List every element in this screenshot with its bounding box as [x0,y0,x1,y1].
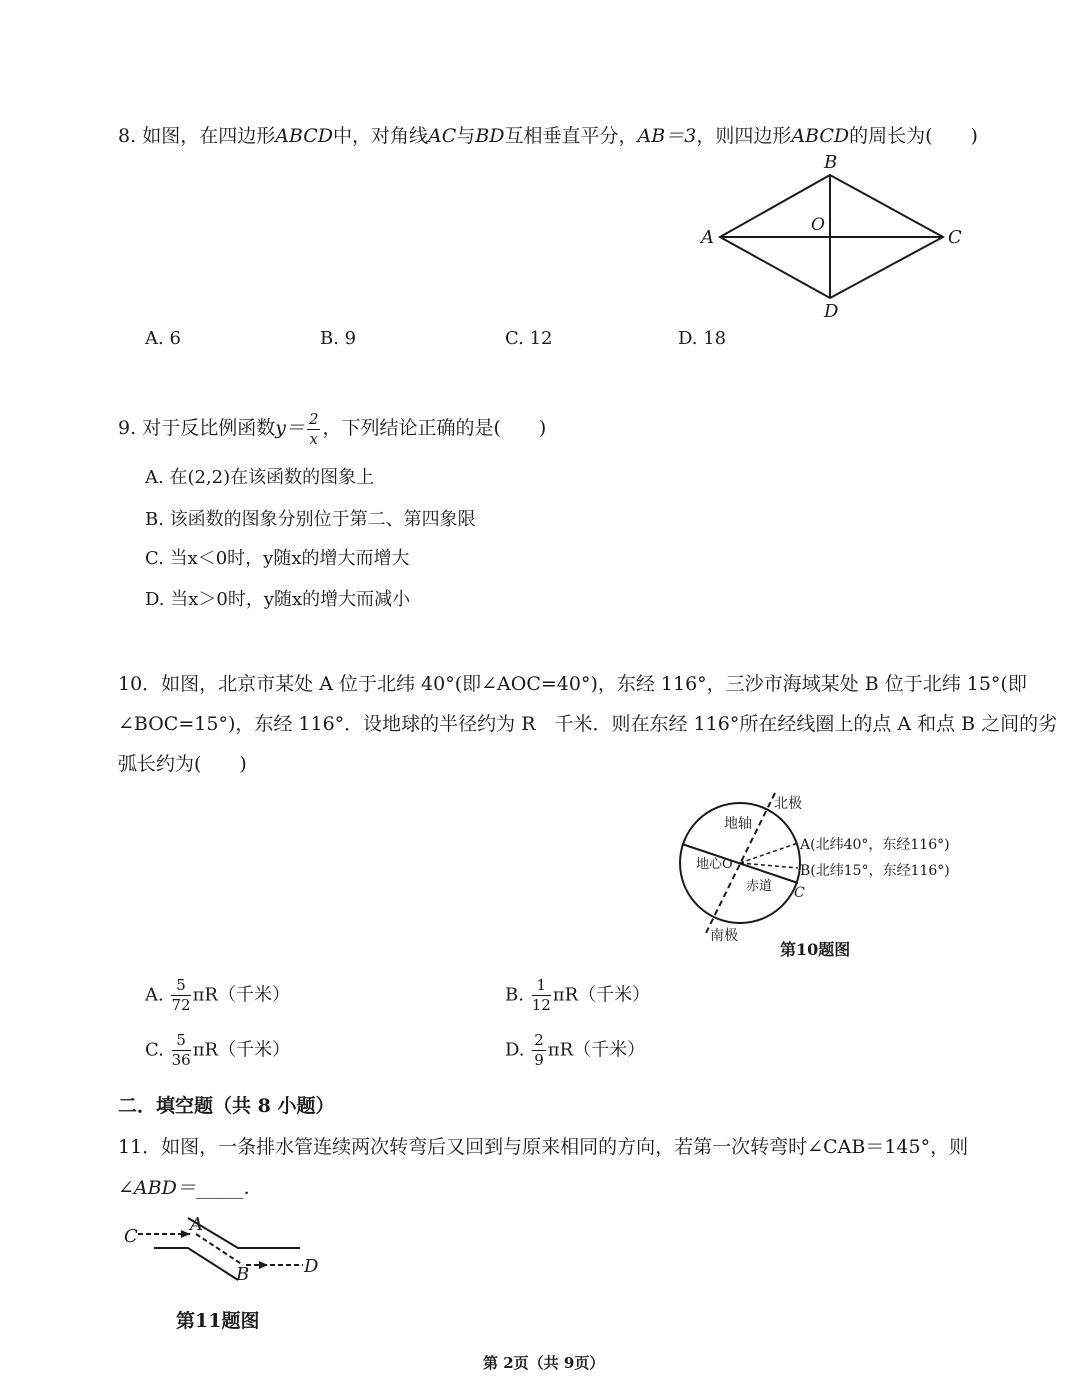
q8-option-b[interactable]: B. 9 [320,328,357,349]
point-b-label: B(北纬15°，东经116°) [800,863,950,879]
page-footer: 第 2页（共 9页） [483,1354,605,1372]
label-o: O [811,215,825,235]
q9-stem: 9. 对于反比例函数y＝ $\frac{2}{x}$ ，下列结论正确的是( ) [118,409,547,448]
label-a: A [701,227,714,248]
label-a: A [190,1214,203,1235]
q10-earth-figure [680,790,970,960]
q8-option-a[interactable]: A. 6 [145,328,181,349]
q10-line-1: 10．如图，北京市某处 A 位于北纬 40°(即∠AOC=40°)，东经 116°，三沙市海域某处 B 位于北纬 15°(即 [118,673,1027,695]
axis-label: 地轴 [724,816,752,832]
q8-rhombus-figure [690,150,970,320]
point-a-label: A(北纬40°，东经116°) [800,837,950,853]
q9-option-d[interactable]: D. 当x＞0时，y随x的增大而减小 [145,589,411,610]
q10-option-b-fraction: $\frac{1}{12}$ [531,976,551,1014]
q9-option-b[interactable]: B. 该函数的图象分别位于第二、第四象限 [145,509,476,530]
arrow-to-d [259,1261,268,1269]
q8-stem: 8. 如图，在四边形ABCD中，对角线AC与BD互相垂直平分，AB＝3，则四边形ABCD的周长为( ) [118,125,978,147]
q10-option-b[interactable]: B. $\frac{1}{12}$ πR（千米） [505,976,651,1014]
q11-line-2: ∠ABD＝_____． [118,1177,263,1199]
q11-caption: 第11题图 [176,1310,260,1332]
pipe-ab-dash [196,1234,243,1265]
q10-option-a-fraction: $\frac{5}{72}$ [171,976,191,1014]
q8-option-c[interactable]: C. 12 [505,328,553,349]
q10-option-c[interactable]: C. $\frac{5}{36}$ πR（千米） [145,1031,291,1069]
q10-option-c-fraction: $\frac{5}{36}$ [171,1031,191,1069]
q8-number: 8. [118,125,137,147]
q10-option-a[interactable]: A. $\frac{5}{72}$ πR（千米） [145,976,290,1014]
arrow-to-a [181,1230,190,1238]
q10-option-d[interactable]: D. $\frac{2}{9}$ πR（千米） [505,1031,646,1069]
label-d: D [824,301,839,322]
q10-caption: 第10题图 [780,940,851,959]
ray-a [740,843,798,863]
label-c: C [948,227,962,248]
point-c-label: C [794,885,805,901]
pipe-upper-wall [188,1218,300,1248]
q9-fraction: $\frac{2}{x}$ [308,409,319,448]
label-c: C [124,1226,138,1247]
center-label: 地心O [696,857,733,872]
label-b: B [236,1264,250,1285]
equator-label: 赤道 [746,879,773,894]
q11-line-1: 11．如图，一条排水管连续两次转弯后又回到与原来相同的方向，若第一次转弯时∠CAB＝145°，则 [118,1136,969,1158]
north-pole-label: 北极 [774,796,802,812]
q10-line-2: ∠BOC=15°)，东经 116°．设地球的半径约为 R 千米．则在东经 116°所在经线圈上的点 A 和点 B 之间的劣 [118,713,1058,735]
q9-option-c[interactable]: C. 当x＜0时，y随x的增大而增大 [145,548,410,569]
label-b: B [824,152,838,173]
q9-number: 9. [118,417,137,439]
south-pole-label: 南极 [710,928,738,944]
q8-option-d[interactable]: D. 18 [678,328,727,349]
q11-pipe-figure [118,1210,338,1290]
q10-line-3: 弧长约为( ) [118,753,247,775]
label-d: D [304,1256,319,1277]
section-2-title: 二．填空题（共 8 小题） [118,1095,335,1117]
q10-option-d-fraction: $\frac{2}{9}$ [534,1031,544,1069]
q9-option-a[interactable]: A. 在(2,2)在该函数的图象上 [145,467,375,488]
